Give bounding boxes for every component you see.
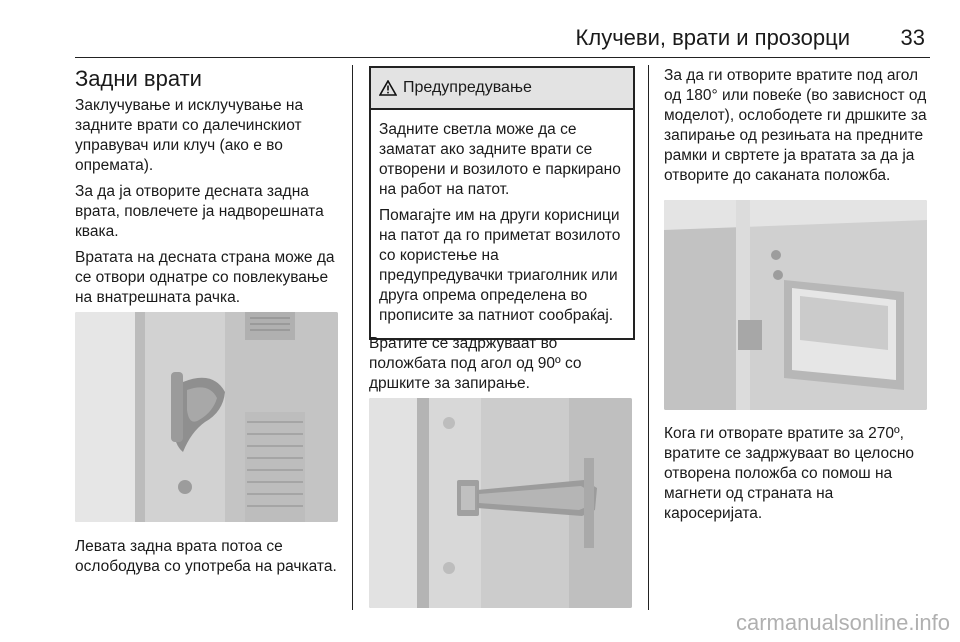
section-title: Задни врати	[75, 66, 202, 91]
door-latch-photo	[75, 312, 338, 522]
paragraph: Заклучување и исклучување на задните врати со далечинскиот управувач или клуч (ако е во опремата).	[75, 97, 304, 174]
paragraph: За да ги отворите вратите под агол од 180° или повеќе (во зависност од моделот), ослободете ги дршките за запирање од резињата на предните рамки и свртете ја вратата за да ја отворите до саканата положба.	[664, 67, 927, 184]
watermark: carmanualsonline.info	[735, 610, 950, 635]
paragraph: Вратите се задржуваат во положбата под агол од 90º со дршките за запирање.	[369, 335, 582, 392]
header-rule	[75, 57, 930, 58]
warning-triangle-icon	[379, 80, 397, 96]
door-check-strap-photo	[369, 398, 632, 608]
page-number: 33	[900, 25, 925, 50]
door-open-illustration	[664, 200, 927, 410]
left-column	[75, 66, 345, 314]
page-header	[0, 18, 930, 58]
warning-paragraph: Задните светла може да се заматат ако задните врати се отворени и возилото е паркирано на работ на патот.	[379, 121, 621, 198]
door-check-strap-illustration	[369, 398, 632, 608]
paragraph: Кога ги отворате вратите за 270º, вратите се задржуваат во целосно отворена положба со помош на магнети од страната на каросеријата.	[664, 425, 915, 522]
photo-caption	[75, 537, 345, 583]
warning-title: Предупредување	[403, 79, 532, 96]
warning-paragraph: Помагајте им на други корисници на патот да го приметат возилото со користење на предупредувачки триаголник или друга опрема определена во прописите за патниот сообраќај.	[379, 207, 621, 324]
right-paragraph-top	[664, 66, 934, 192]
caption-text: Левата задна врата потоа се ослободува со употреба на рачката.	[75, 538, 337, 575]
warning-header	[371, 68, 633, 110]
paragraph: За да ја отворите десната задна врата, повлечете ја надворешната квака.	[75, 183, 324, 240]
right-paragraph-bottom	[664, 424, 934, 530]
warning-body	[371, 110, 633, 338]
header-title: Клучеви, врати и прозорци	[575, 25, 850, 50]
door-open-photo	[664, 200, 927, 410]
column-divider-left	[352, 65, 353, 610]
door-latch-illustration	[75, 312, 338, 522]
middle-paragraph	[369, 334, 634, 400]
column-divider-right	[648, 65, 649, 610]
warning-box	[369, 66, 635, 340]
paragraph: Вратата на десната страна може да се отвори однатре со повлекување на внатрешната рачка.	[75, 249, 335, 306]
